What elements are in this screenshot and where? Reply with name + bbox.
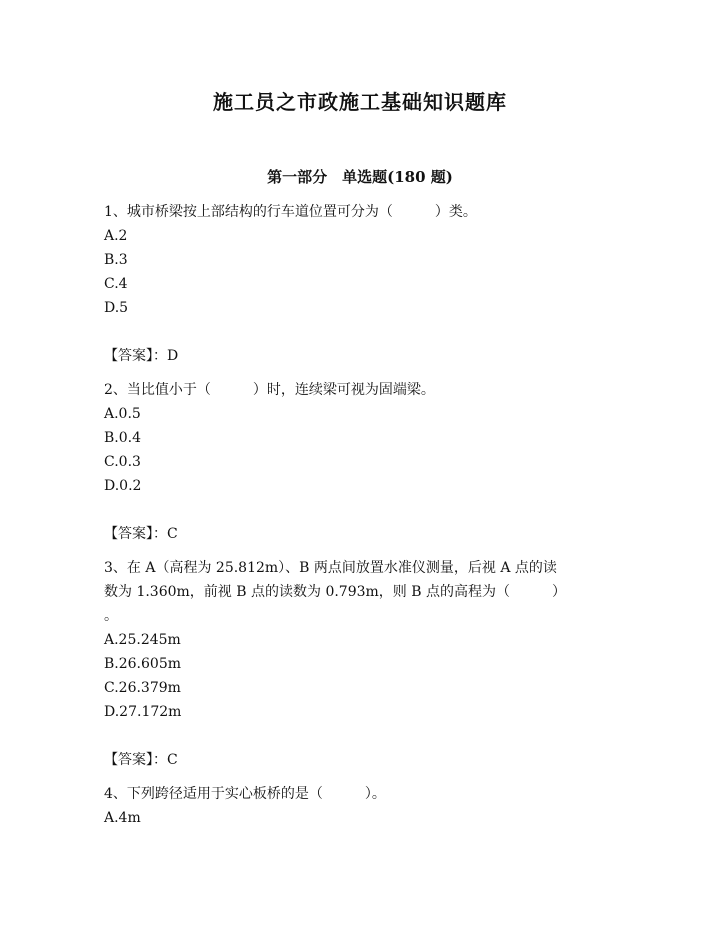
option: C.0.3 <box>104 454 141 470</box>
answer-line: 【答案】：C <box>104 526 178 542</box>
answer-line: 【答案】：D <box>104 348 179 364</box>
option: C.26.379m <box>104 680 181 696</box>
option: D.0.2 <box>104 478 142 494</box>
question-list <box>104 200 624 840</box>
section-heading: 第一部分 单选题(180 题) <box>267 168 453 186</box>
question-item <box>104 200 624 368</box>
option: A.4m <box>104 810 141 826</box>
option: B.0.4 <box>104 430 142 446</box>
option: A.25.245m <box>104 632 181 648</box>
option: A.2 <box>104 228 128 244</box>
option: C.4 <box>104 276 128 292</box>
question-stem: 4、下列跨径适用于实心板桥的是（ ）。 <box>104 786 386 802</box>
question-item <box>104 378 624 546</box>
option: D.5 <box>104 300 129 316</box>
question-stem: 1、城市桥梁按上部结构的行车道位置可分为（ ）类。 <box>104 204 477 220</box>
question-stem: 2、当比值小于（ ）时，连续梁可视为固端梁。 <box>104 382 435 398</box>
answer-line: 【答案】：C <box>104 752 178 768</box>
question-item <box>104 556 624 772</box>
question-item <box>104 782 624 830</box>
option: D.27.172m <box>104 704 182 720</box>
document-title: 施工员之市政施工基础知识题库 <box>213 90 507 114</box>
question-stem: 数为 1.360m，前视 B 点的读数为 0.793m，则 B 点的高程为（ ） <box>104 584 566 600</box>
option: A.0.5 <box>104 406 141 422</box>
question-stem: 。 <box>104 608 118 624</box>
question-stem: 3、在 A（高程为 25.812m）、B 两点间放置水准仪测量，后视 A 点的读 <box>104 560 557 576</box>
option: B.26.605m <box>104 656 181 672</box>
option: B.3 <box>104 252 128 268</box>
